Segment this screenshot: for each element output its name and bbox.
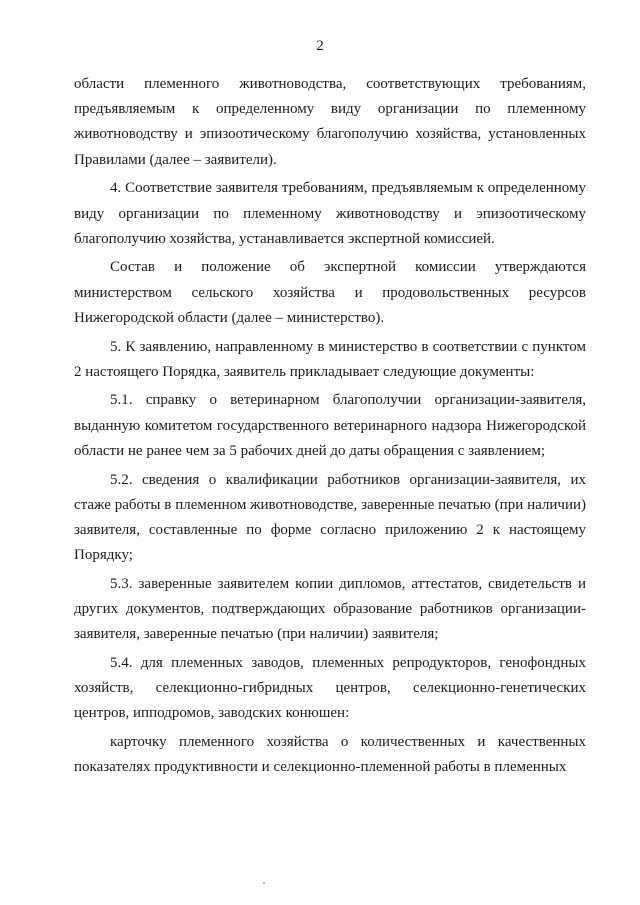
paragraph-item-5-4: 5.4. для племенных заводов, племенных репродукторов, генофондных хозяйств, селекционно-гибридных центров, селекционно-генетических центров, ипподромов, заводских конюшен: xyxy=(74,654,586,722)
paragraph-commission-composition: Состав и положение об экспертной комиссии утверждаются министерством сельского хозяйства и продовольственных ресурсов Нижегородской области (далее – министерство). xyxy=(74,259,586,326)
paragraph-item-5-2: 5.2. сведения о квалификации работников организации-заявителя, их стаже работы в племенном животноводстве, заверенные печатью (при наличии) заявителя, составленные по форме согласно приложению 2 к настоящему Порядку; xyxy=(74,471,586,564)
paragraph-item-5-1: 5.1. справку о ветеринарном благополучии организации-заявителя, выданную комитетом государственного ветеринарного надзора Нижегородской области не ранее чем за 5 рабочих дней до даты обращения с заявлением; xyxy=(74,392,586,459)
paragraph-item-5-3: 5.3. заверенные заявителем копии дипломов, аттестатов, свидетельств и других документов, подтверждающих образование работников организации-заявителя, заверенные печатью (при наличии) заявителя; xyxy=(74,575,586,643)
page-number: 2 xyxy=(316,38,324,54)
scan-speck xyxy=(263,882,265,884)
paragraph-breeding-farm-card: карточку племенного хозяйства о количественных и качественных показателях продуктивности и селекционно-племенной работы в племенных xyxy=(74,734,586,776)
paragraph-item-5: 5. К заявлению, направленному в министерство в соответствии с пунктом 2 настоящего Порядка, заявитель прикладывает следующие документы: xyxy=(74,338,586,380)
document-body xyxy=(74,72,586,780)
paragraph-continuation: области племенного животноводства, соответствующих требованиям, предъявляемым к определенному виду организации по племенному животноводству и эпизоотическому благополучию хозяйства, установленных Правилами (далее – заявители). xyxy=(74,76,586,168)
paragraph-item-4: 4. Соответствие заявителя требованиям, предъявляемым к определенному виду организации по племенному животноводству и эпизоотическому благополучию хозяйства, устанавливается экспертной комиссией. xyxy=(74,180,586,247)
